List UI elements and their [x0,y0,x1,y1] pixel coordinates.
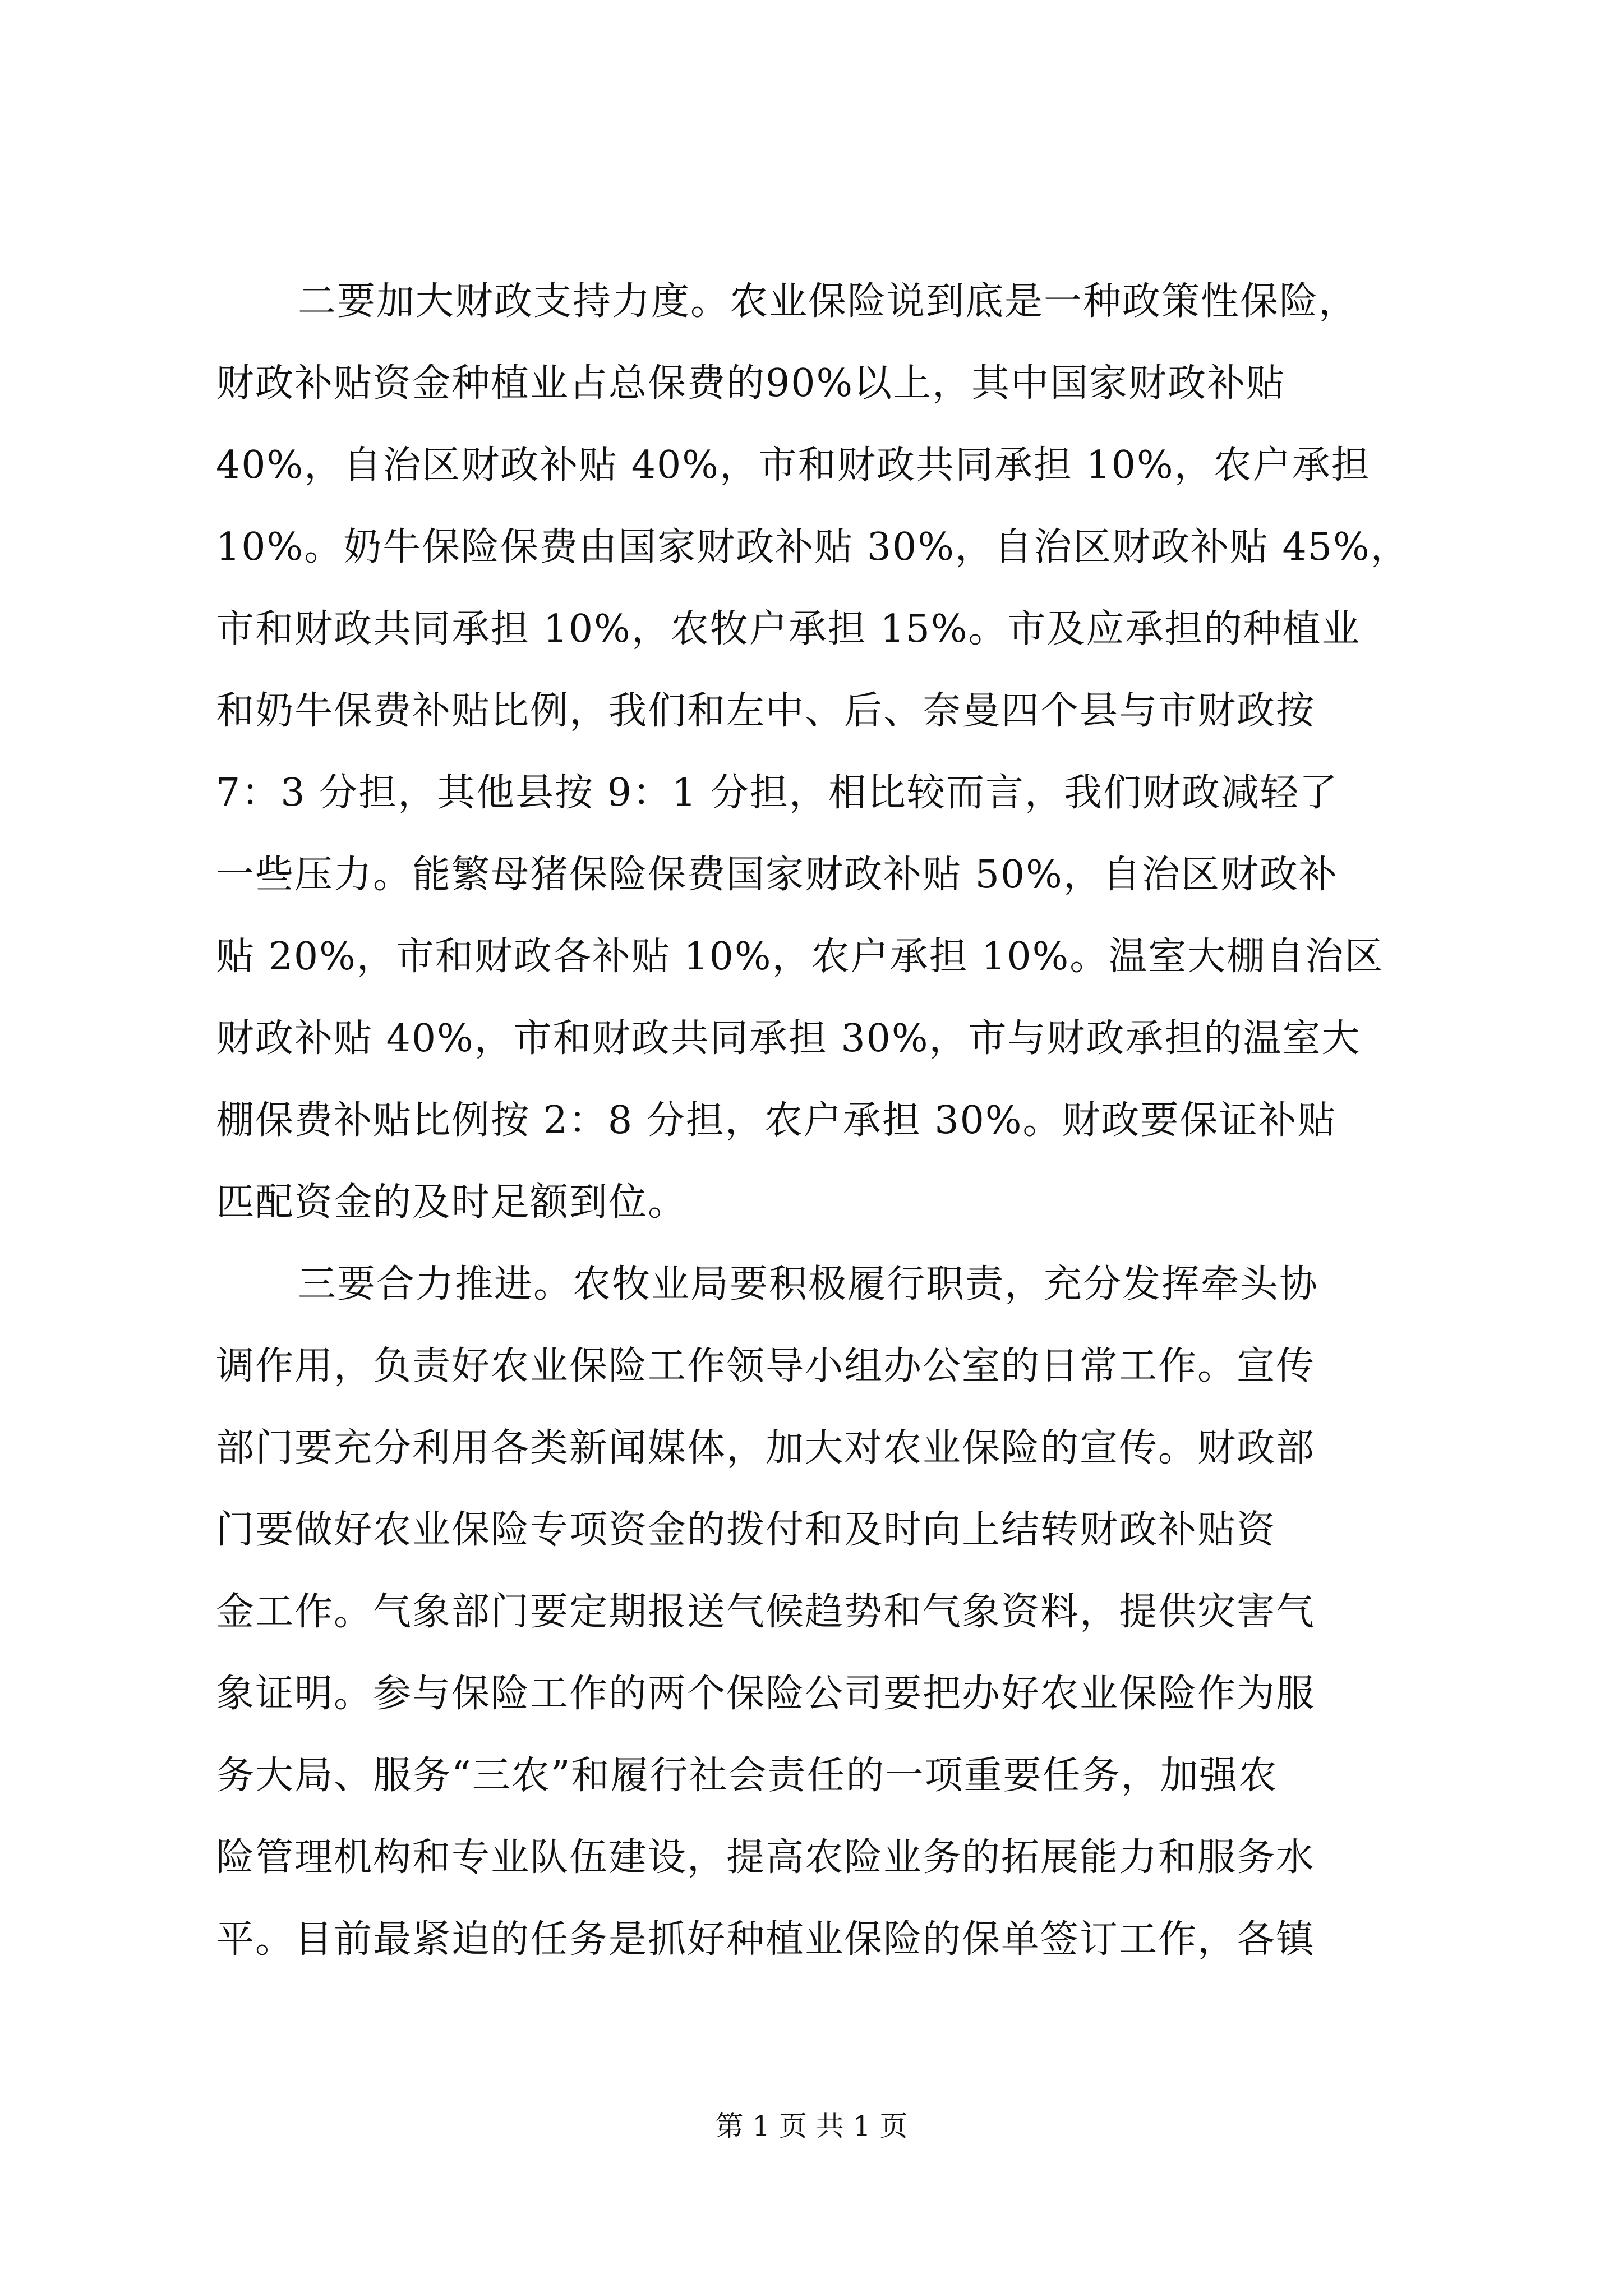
paragraph-3-line-5: 金工作。气象部门要定期报送气候趋势和气象资料，提供灾害气 [216,1590,1316,1634]
paragraph-2-line-4: 10%。奶牛保险保费由国家财政补贴 30%，自治区财政补贴 45%， [216,525,1410,569]
paragraph-2-line-12: 匹配资金的及时足额到位。 [216,1180,688,1225]
paragraph-2-line-1: 二要加大财政支持力度。农业保险说到底是一种政策性保险， [298,279,1358,324]
paragraph-2-line-7: 7：3 分担，其他县按 9：1 分担，相比较而言，我们财政减轻了 [216,771,1339,815]
paragraph-2-line-10: 财政补贴 40%，市和财政共同承担 30%，市与财政承担的温室大 [216,1016,1361,1061]
paragraph-3-line-1: 三要合力推进。农牧业局要积极履行职责，充分发挥牵头协 [298,1262,1319,1306]
paragraph-3-line-9: 平。目前最紧迫的任务是抓好种植业保险的保单签订工作，各镇 [216,1917,1316,1962]
paragraph-3-line-3: 部门要充分利用各类新闻媒体，加大对农业保险的宣传。财政部 [216,1426,1316,1470]
document-body [216,261,1483,1981]
paragraph-3-line-8: 险管理机构和专业队伍建设，提高农险业务的拓展能力和服务水 [216,1835,1316,1880]
paragraph-2-line-6: 和奶牛保费补贴比例，我们和左中、后、奈曼四个县与市财政按 [216,689,1316,733]
paragraph-2-line-2: 财政补贴资金种植业占总保费的90%以上，其中国家财政补贴 [216,361,1286,406]
paragraph-3-line-7: 务大局、服务“三农”和履行社会责任的一项重要任务，加强农 [216,1754,1278,1798]
paragraph-2-line-3: 40%，自治区财政补贴 40%，市和财政共同承担 10%，农户承担 [216,443,1371,487]
paragraph-3-line-2: 调作用，负责好农业保险工作领导小组办公室的日常工作。宣传 [216,1344,1316,1388]
paragraph-2-line-5: 市和财政共同承担 10%，农牧户承担 15%。市及应承担的种植业 [216,607,1361,651]
paragraph-2-line-11: 棚保费补贴比例按 2：8 分担，农户承担 30%。财政要保证补贴 [216,1098,1337,1143]
paragraph-2-line-8: 一些压力。能繁母猪保险保费国家财政补贴 50%，自治区财政补 [216,853,1338,897]
page-number-label: 第 1 页 共 1 页 [715,2110,908,2142]
paragraph-2-line-9: 贴 20%，市和财政各补贴 10%，农户承担 10%。温室大棚自治区 [216,935,1384,979]
paragraph-3-line-6: 象证明。参与保险工作的两个保险公司要把办好农业保险作为服 [216,1672,1316,1716]
page-footer [0,2106,1623,2146]
paragraph-3-line-4: 门要做好农业保险专项资金的拨付和及时向上结转财政补贴资 [216,1508,1276,1552]
